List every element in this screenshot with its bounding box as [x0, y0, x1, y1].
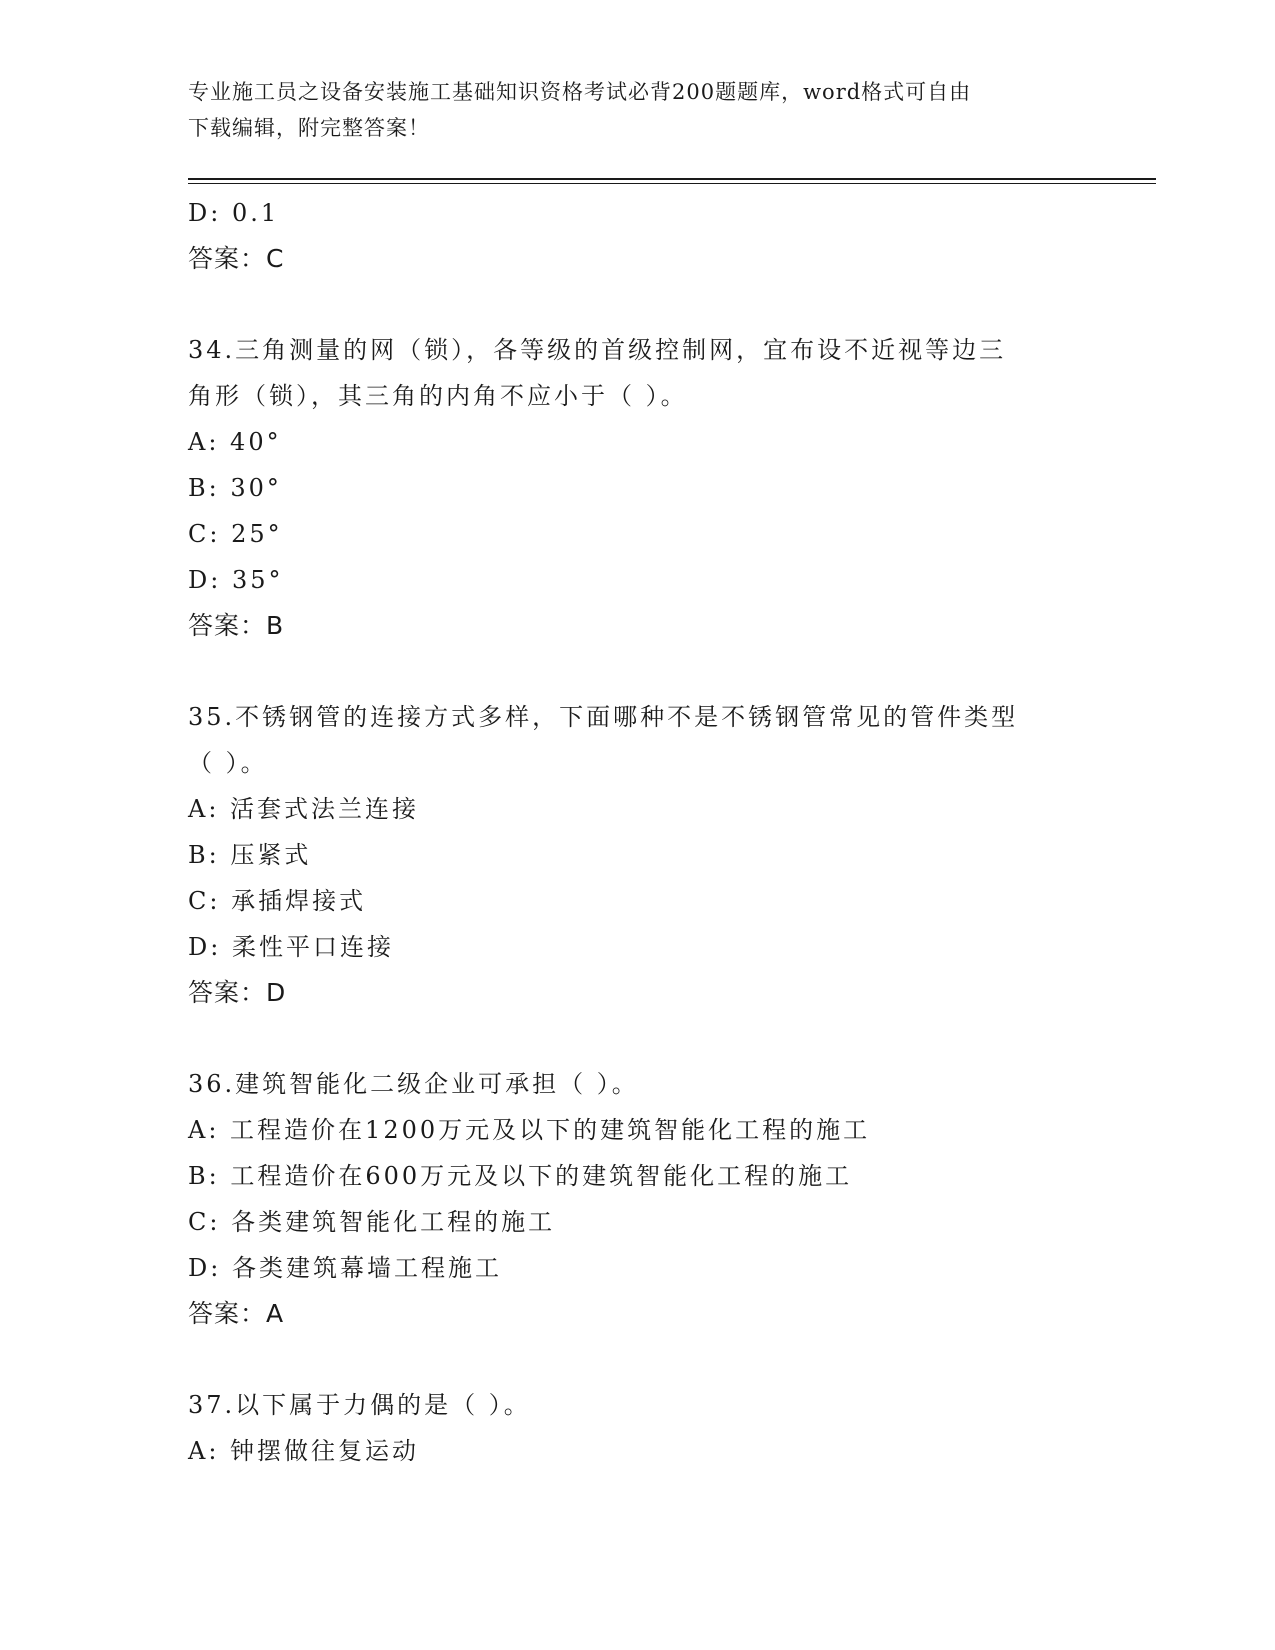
question-37 — [188, 1382, 1088, 1474]
header-divider-thin — [188, 183, 1156, 184]
question-list — [188, 190, 1088, 1474]
header-line-1: 专业施工员之设备安装施工基础知识资格考试必背200题题库，word格式可自由 — [188, 80, 972, 104]
option-d: D: 柔性平口连接 — [188, 933, 394, 961]
question-33-tail — [188, 190, 1088, 282]
option-b: B: 压紧式 — [188, 841, 312, 869]
question-stem: 37.以下属于力偶的是（ ）。 — [188, 1391, 531, 1419]
page-header — [188, 74, 1068, 146]
option-b: B: 工程造价在600万元及以下的建筑智能化工程的施工 — [188, 1162, 853, 1190]
option-a: A: 活套式法兰连接 — [188, 795, 420, 823]
answer: 答案：C — [188, 244, 285, 273]
option-c: C: 承插焊接式 — [188, 887, 367, 915]
question-35 — [188, 694, 1088, 1016]
question-stem: 35.不锈钢管的连接方式多样，下面哪种不是不锈钢管常见的管件类型 — [188, 703, 1019, 731]
question-36 — [188, 1061, 1088, 1337]
option-d: D: 0.1 — [188, 199, 280, 227]
answer: 答案：A — [188, 1299, 285, 1328]
answer: 答案：B — [188, 611, 285, 640]
answer: 答案：D — [188, 978, 287, 1007]
question-stem: 36.建筑智能化二级企业可承担（ ）。 — [188, 1070, 639, 1098]
question-34 — [188, 327, 1088, 649]
option-a: A: 钟摆做往复运动 — [188, 1437, 420, 1465]
option-d: D: 35° — [188, 566, 284, 594]
option-a: A: 40° — [188, 428, 282, 456]
option-a: A: 工程造价在1200万元及以下的建筑智能化工程的施工 — [188, 1116, 871, 1144]
header-divider-thick — [188, 178, 1156, 180]
question-stem: 角形（锁），其三角的内角不应小于（ ）。 — [188, 382, 688, 410]
option-b: B: 30° — [188, 474, 282, 502]
header-line-2: 下载编辑，附完整答案！ — [188, 116, 430, 140]
question-stem: 34.三角测量的网（锁），各等级的首级控制网，宜布设不近视等边三 — [188, 336, 1007, 364]
option-d: D: 各类建筑幕墙工程施工 — [188, 1254, 502, 1282]
option-c: C: 25° — [188, 520, 283, 548]
option-c: C: 各类建筑智能化工程的施工 — [188, 1208, 556, 1236]
question-stem: （ ）。 — [188, 749, 268, 777]
